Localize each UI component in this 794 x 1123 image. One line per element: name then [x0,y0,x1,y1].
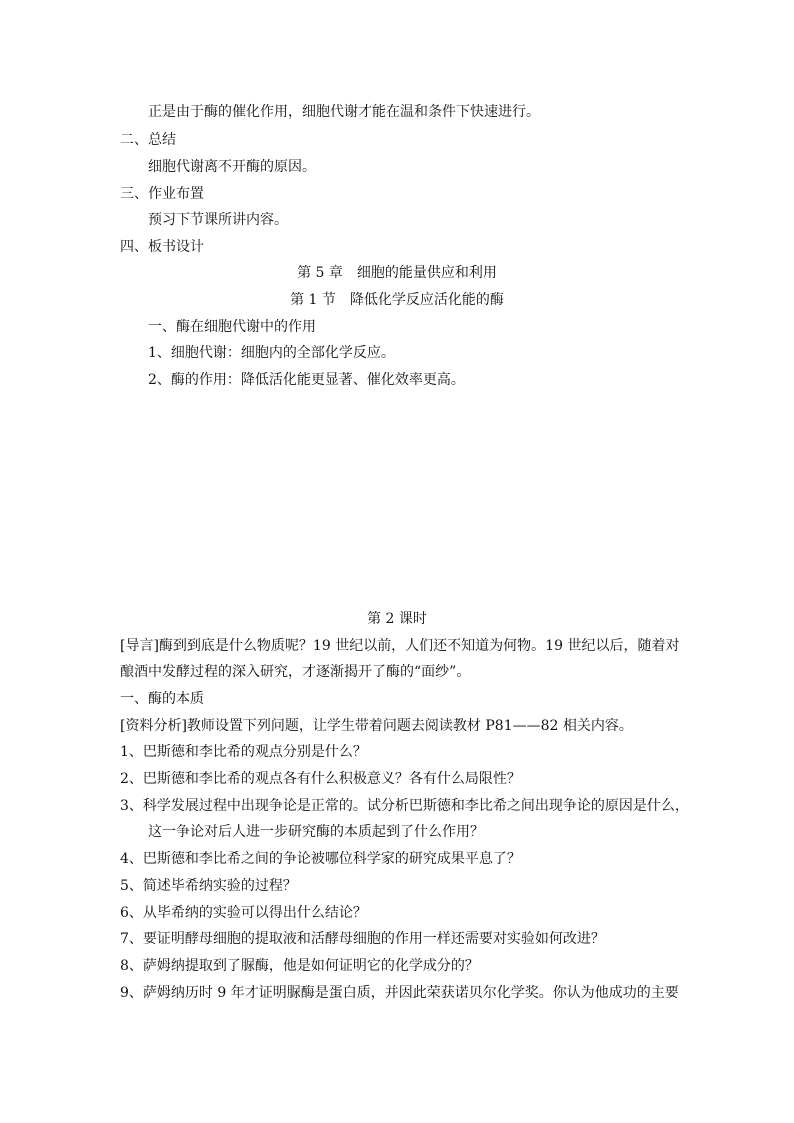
question-5: 5、简述毕希纳实验的过程？ [120,878,297,894]
question-2: 2、巴斯德和李比希的观点各有什么积极意义？各有什么局限性？ [120,771,521,787]
question-8: 8、萨姆纳提取到了脲酶，他是如何证明它的化学成分的？ [120,958,479,974]
heading-board-design: 四、板书设计 [120,239,204,255]
question-9: 9、萨姆纳历时 9 年才证明脲酶是蛋白质，并因此荣获诺贝尔化学奖。你认为他成功的主要 [120,985,679,1001]
board-chapter-title: 第 5 章 细胞的能量供应和利用 [297,265,497,281]
heading-enzyme-essence: 一、酶的本质 [120,691,204,707]
question-1: 1、巴斯德和李比希的观点分别是什么？ [120,744,367,760]
data-analysis-instruction: [资料分析]教师设置下列问题，让学生带着问题去阅读教材 P81——82 相关内容。 [120,718,633,734]
heading-homework: 三、作业布置 [120,186,204,202]
board-section-title: 第 1 节 降低化学反应活化能的酶 [290,292,504,308]
question-7: 7、要证明酵母细胞的提取液和活酵母细胞的作用一样还需要对实验如何改进？ [120,931,605,947]
paragraph-homework: 预习下节课所讲内容。 [148,212,288,228]
question-4: 4、巴斯德和李比希之间的争论被哪位科学家的研究成果平息了？ [120,851,521,867]
board-item-1-1: 1、细胞代谢：细胞内的全部化学反应。 [148,345,395,361]
board-item-1-2: 2、酶的作用：降低活化能更显著、催化效率更高。 [148,372,465,388]
lesson-title: 第 2 课时 [367,611,427,627]
question-3-line-1: 3、科学发展过程中出现争论是正常的。试分析巴斯德和李比希之间出现争论的原因是什么， [120,798,689,814]
question-3-line-2: 这一争论对后人进一步研究酶的本质起到了什么作用？ [148,824,484,840]
intro-line-2: 酿酒中发酵过程的深入研究，才逐渐揭开了酶的“面纱”。 [120,664,471,680]
paragraph-catalysis: 正是由于酶的催化作用，细胞代谢才能在温和条件下快速进行。 [148,104,540,120]
board-item-1: 一、酶在细胞代谢中的作用 [148,319,316,335]
intro-line-1: [导言]酶到到底是什么物质呢？19 世纪以前，人们还不知道为何物。19 世纪以后，随着对 [120,638,680,654]
paragraph-summary: 细胞代谢离不开酶的原因。 [148,159,316,175]
question-6: 6、从毕希纳的实验可以得出什么结论？ [120,905,367,921]
heading-summary: 二、总结 [120,132,176,148]
